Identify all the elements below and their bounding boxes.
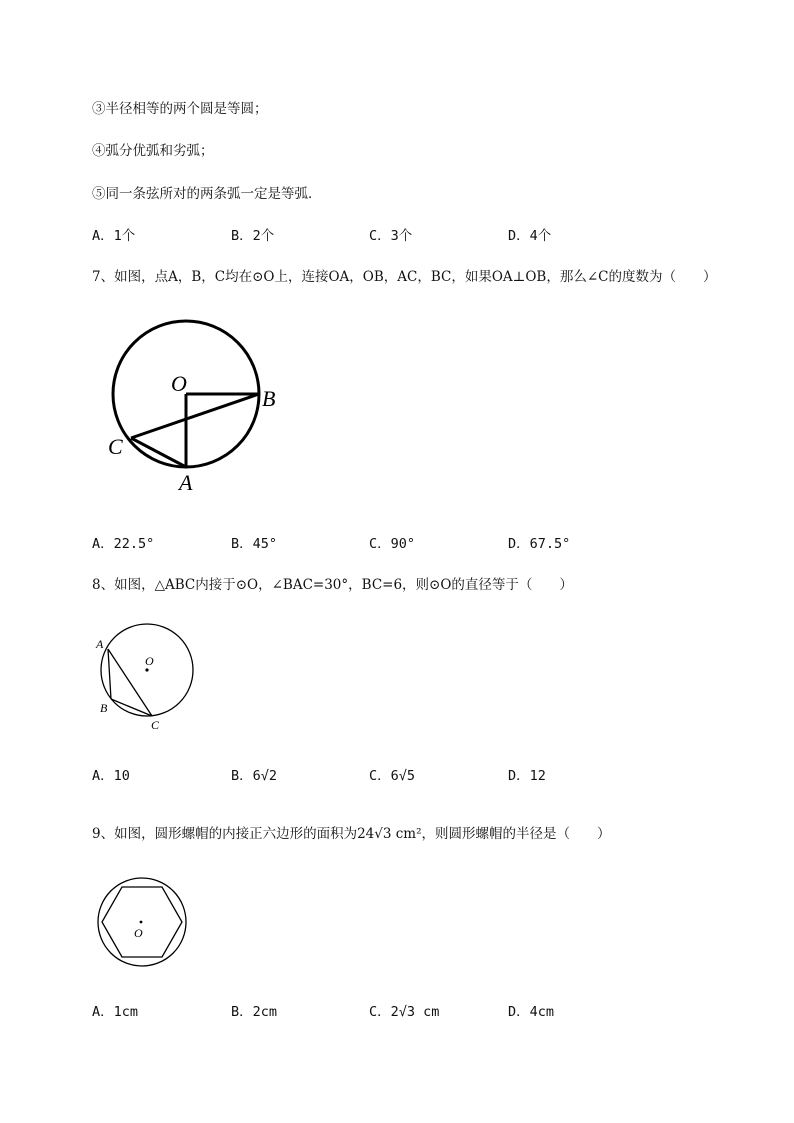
q7-option-b: B．45°	[231, 536, 278, 552]
statement-4: ④弧分优弧和劣弧；	[92, 143, 214, 159]
q8-option-b: B．6√2	[231, 768, 278, 784]
q6-option-b: B．2个	[231, 228, 275, 244]
q7-option-d: D．67.5°	[508, 536, 571, 552]
q9-option-a: A．1cm	[92, 1004, 139, 1020]
q9-option-d: D．4cm	[508, 1004, 555, 1020]
q8-label-a: A	[96, 637, 104, 651]
q8-segment-ab	[108, 649, 111, 699]
q9-center-point	[140, 921, 143, 924]
q7-option-c: C．90°	[369, 536, 416, 552]
q9-label-o: O	[134, 926, 143, 940]
q8-label-c: C	[151, 718, 160, 732]
q9-option-c: C．2√3 cm	[369, 1004, 440, 1020]
statement-3: ③半径相等的两个圆是等圆；	[92, 101, 268, 117]
q7-segment-cb	[131, 394, 259, 438]
q7-label-c: C	[108, 434, 123, 459]
q8-label-o: O	[145, 654, 154, 668]
q7-label-o: O	[171, 371, 187, 396]
q8-option-d: D．12	[508, 768, 546, 784]
q8-option-c: C．6√5	[369, 768, 416, 784]
q7-question: 7、如图，点A，B，C均在⊙O上，连接OA，OB，AC，BC，如果OA⊥OB，那么∠C的度数为（ ）	[92, 269, 717, 285]
q9-question: 9、如图，圆形螺帽的内接正六边形的面积为24√3 cm²，则圆形螺帽的半径是（ ）	[92, 826, 611, 842]
q6-option-d: D．4个	[508, 228, 552, 244]
q9-figure	[92, 875, 192, 975]
q7-option-a: A．22.5°	[92, 536, 155, 552]
q8-question: 8、如图，△ABC内接于⊙O，∠BAC=30°，BC=6，则⊙O的直径等于（ ）	[92, 577, 573, 593]
q6-option-a: A．1个	[92, 228, 136, 244]
statement-5: ⑤同一条弦所对的两条弧一定是等弧．	[92, 186, 322, 202]
q7-figure	[100, 315, 290, 495]
q6-option-c: C．3个	[369, 228, 413, 244]
q8-figure	[92, 620, 202, 735]
q7-label-a: A	[179, 470, 193, 495]
q8-option-a: A．10	[92, 768, 130, 784]
q7-label-b: B	[262, 386, 276, 411]
q8-label-b: B	[100, 701, 108, 715]
q9-option-b: B．2cm	[231, 1004, 278, 1020]
q8-center-point	[145, 668, 148, 671]
